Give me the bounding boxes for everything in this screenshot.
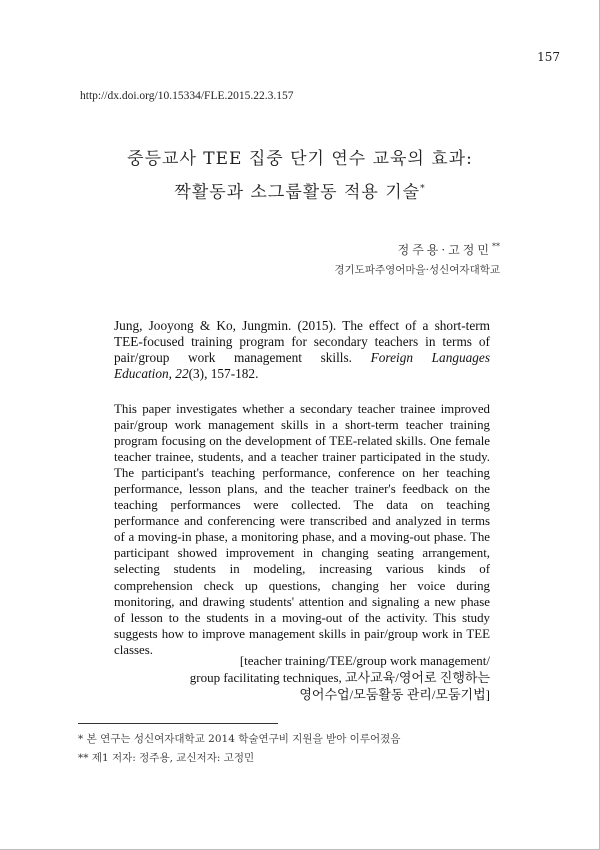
author-footnote-mark: ** [492,242,500,251]
paper-title [60,144,540,208]
citation-line-3 [114,350,490,366]
citation-line-2: TEE-focused training program for secondary teachers in terms of [114,334,490,349]
author-names: 정주용·고정민 [397,243,492,257]
abstract: This paper investigates whether a secondary teacher trainee improved pair/group work management skills in a short-term teacher training program focusing on the development of TEE-related skills. One female teacher trainee, students, and a teacher trainer participated in the study. The participant's teaching performance, conference on her teaching performance, lesson plans, and the teacher trainer's feedback on the teaching performances were collected. The data on teaching performance and conferencing were transcribed and analyzed in terms of a moving-in phase, a monitoring phase, and a moving-out phase. The participant showed improvement in changing seating arrangement, selecting students in modeling, increasing various kinds of comprehension check up questions, changing her voice during monitoring, and drawing students' attention and signaling a new phase of lesson to the students in a moving-out of the activity. This study suggests how to improve management skills in pair/group work in TEE classes. [114,402,490,657]
footnote-divider [78,723,278,724]
authors [260,241,500,258]
footnote-authors: ** 제1 저자: 정주용, 교신저자: 고정민 [78,752,255,764]
page-number: 157 [537,50,560,64]
keywords [150,652,490,703]
title-footnote-mark: * [420,184,426,194]
keywords-line-2: group facilitating techniques, 교사교육/영어로 진행하는 [189,670,490,685]
affiliation: 경기도파주영어마을·성신여자대학교 [334,264,500,276]
doi-link[interactable]: http://dx.doi.org/10.15334/FLE.2015.22.3.157 [80,90,294,102]
citation [114,318,490,382]
keywords-line-3: 영어수업/모둠활동 관리/모둠기법] [299,687,490,702]
citation-pages: (3), 157-182. [188,366,259,381]
footnote-funding: * 본 연구는 성신여자대학교 2014 학술연구비 지원을 받아 이루어졌음 [78,733,401,745]
title-line-2-text: 짝활동과 소그룹활동 적용 기술 [174,182,421,203]
title-line-1: 중등교사 TEE 집중 단기 연수 교육의 효과: [127,149,473,169]
citation-journal: Foreign Languages [370,350,491,365]
citation-line-1: Jung, Jooyong & Ko, Jungmin. (2015). The effect of a short-term [114,318,490,333]
title-line-2 [60,174,540,208]
citation-journal-volume: Education, 22 [114,366,189,381]
keywords-line-1: [teacher training/TEE/group work management/ [239,653,490,668]
citation-topic: pair/group work management skills. [114,350,352,365]
citation-line-4 [114,366,490,382]
